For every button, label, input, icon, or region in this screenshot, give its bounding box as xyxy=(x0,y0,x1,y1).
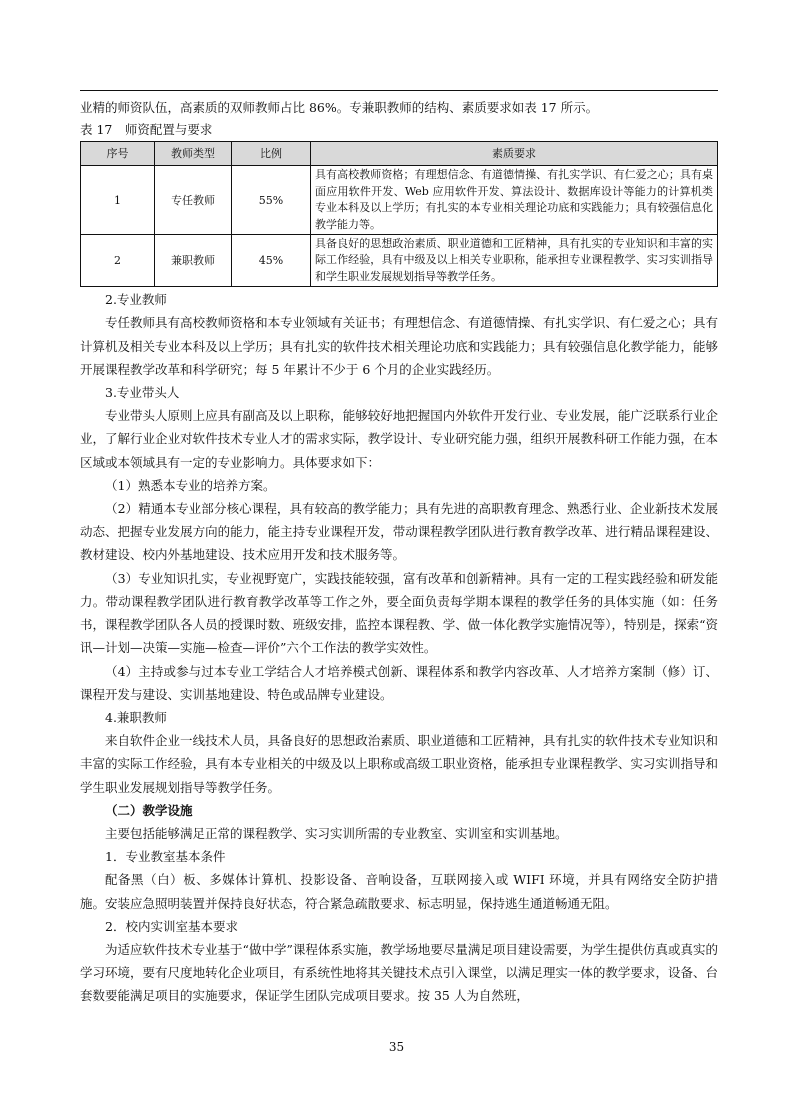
cell-ratio: 45% xyxy=(232,235,311,287)
table-row xyxy=(81,235,718,287)
intro-paragraph: 业精的师资队伍，高素质的双师教师占比 86%。专兼职教师的结构、素质要求如表 17 所示。 xyxy=(80,100,599,115)
header-type: 教师类型 xyxy=(155,142,232,166)
cell-requirement: 具备良好的思想政治素质、职业道德和工匠精神，具有扎实的专业知识和丰富的实际工作经验，具有中级及以上相关专业职称，能承担专业课程教学、实习实训指导和学生职业发展规划指导等教学任务。 xyxy=(311,235,718,287)
cell-no: 2 xyxy=(81,235,155,287)
table-caption: 表 17 师资配置与要求 xyxy=(80,122,213,138)
page-number: 35 xyxy=(388,1040,405,1054)
cell-no: 1 xyxy=(81,166,155,235)
program-leader-paragraph: 专业带头人原则上应具有副高及以上职称，能够较好地把握国内外软件开发行业、专业发展，能广泛联系行业企业，了解行业企业对软件技术专业人才的需求实际，教学设计、专业研究能力强，组织开展教科研工作能力强，在本区域或本领域具有一定的专业影响力。具体要求如下： xyxy=(80,408,718,470)
header-requirement: 素质要求 xyxy=(311,142,718,166)
heading-part-time-teachers: 4.兼职教师 xyxy=(105,709,167,725)
page-content xyxy=(80,96,718,1008)
heading-classroom: 1．专业教室基本条件 xyxy=(105,849,226,865)
classroom-paragraph: 配备黑（白）板、多媒体计算机、投影设备、音响设备，互联网接入或 WIFI 环境，并具有网络安全防护措施。安装应急照明装置并保持良好状态，符合紧急疏散要求、标志明显，保持逃生通道畅通无阻。 xyxy=(80,872,718,911)
leader-requirement-3: （3）专业知识扎实，专业视野宽广，实践技能较强，富有改革和创新精神。具有一定的工程实践经验和研发能力。带动课程教学团队进行教育教学改革等工作之外，要全面负责每学期本课程的教学任务的具体实施（如：任务书，课程教学团队各人员的授课时数、班级安排，监控本课程教、学、做一体化教学实施情况等），特别是，探索“资讯—计划—决策—实施—检查—评价”六个工作法的教学实效性。 xyxy=(80,570,718,656)
heading-training-lab: 2．校内实训室基本要求 xyxy=(105,918,238,934)
cell-requirement: 具有高校教师资格；有理想信念、有道德情操、有扎实学识、有仁爱之心；具有桌面应用软件开发、Web 应用软件开发、算法设计、数据库设计等能力的计算机类专业本科及以上学历；有扎实的本专业相关理论功底和实践能力；具有较强信息化教学能力等。 xyxy=(311,166,718,235)
cell-ratio: 55% xyxy=(232,166,311,235)
section-title-facilities: （二）教学设施 xyxy=(105,802,193,818)
cell-type: 专任教师 xyxy=(155,166,232,235)
heading-full-time-teachers: 2.专业教师 xyxy=(105,292,167,308)
facilities-paragraph: 主要包括能够满足正常的课程教学、实习实训所需的专业教室、实训室和实训基地。 xyxy=(105,825,568,841)
leader-requirement-2: （2）精通本专业部分核心课程，具有较高的教学能力；具有先进的高职教育理念、熟悉行业、企业新技术发展动态、把握专业发展方向的能力，能主持专业课程开发，带动课程教学团队进行教育教学改革、进行精品课程建设、教材建设、校内外基地建设、技术应用开发和技术服务等。 xyxy=(80,501,718,563)
table-header-row xyxy=(81,142,718,166)
leader-requirement-1: （1）熟悉本专业的培养方案。 xyxy=(105,477,276,493)
header-no: 序号 xyxy=(81,142,155,166)
leader-requirement-4: （4）主持或参与过本专业工学结合人才培养模式创新、课程体系和教学内容改革、人才培养方案制（修）订、课程开发与建设、实训基地建设、特色或品牌专业建设。 xyxy=(80,663,718,702)
header-rule xyxy=(80,90,718,91)
heading-program-leader: 3.专业带头人 xyxy=(105,385,180,401)
part-time-teachers-paragraph: 来自软件企业一线技术人员，具备良好的思想政治素质、职业道德和工匠精神，具有扎实的软件技术专业知识和丰富的实际工作经验，具有本专业相关的中级及以上职称或高级工职业资格，能承担专业课程教学、实习实训指导和学生职业发展规划指导等教学任务。 xyxy=(80,733,718,795)
full-time-teachers-paragraph: 专任教师具有高校教师资格和本专业领域有关证书；有理想信念、有道德情操、有扎实学识、有仁爱之心；具有计算机及相关专业本科及以上学历；具有扎实的软件技术相关理论功底和实践能力；具有较强信息化教学能力，能够开展课程教学改革和科学研究；每 5 年累计不少于 6 个月的企业实践经历。 xyxy=(80,315,718,377)
training-lab-paragraph: 为适应软件技术专业基于“做中学”课程体系实施，教学场地要尽量满足项目建设需要，为学生提供仿真或真实的学习环境，要有尺度地转化企业项目，有系统性地将其关键技术点引入课堂，以满足理实一体的教学要求，设备、台套数要能满足项目的实施要求，保证学生团队完成项目要求。按 35 人为自然班， xyxy=(80,941,718,1004)
header-ratio: 比例 xyxy=(232,142,311,166)
staffing-table xyxy=(80,141,718,287)
table-row xyxy=(81,166,718,235)
cell-type: 兼职教师 xyxy=(155,235,232,287)
